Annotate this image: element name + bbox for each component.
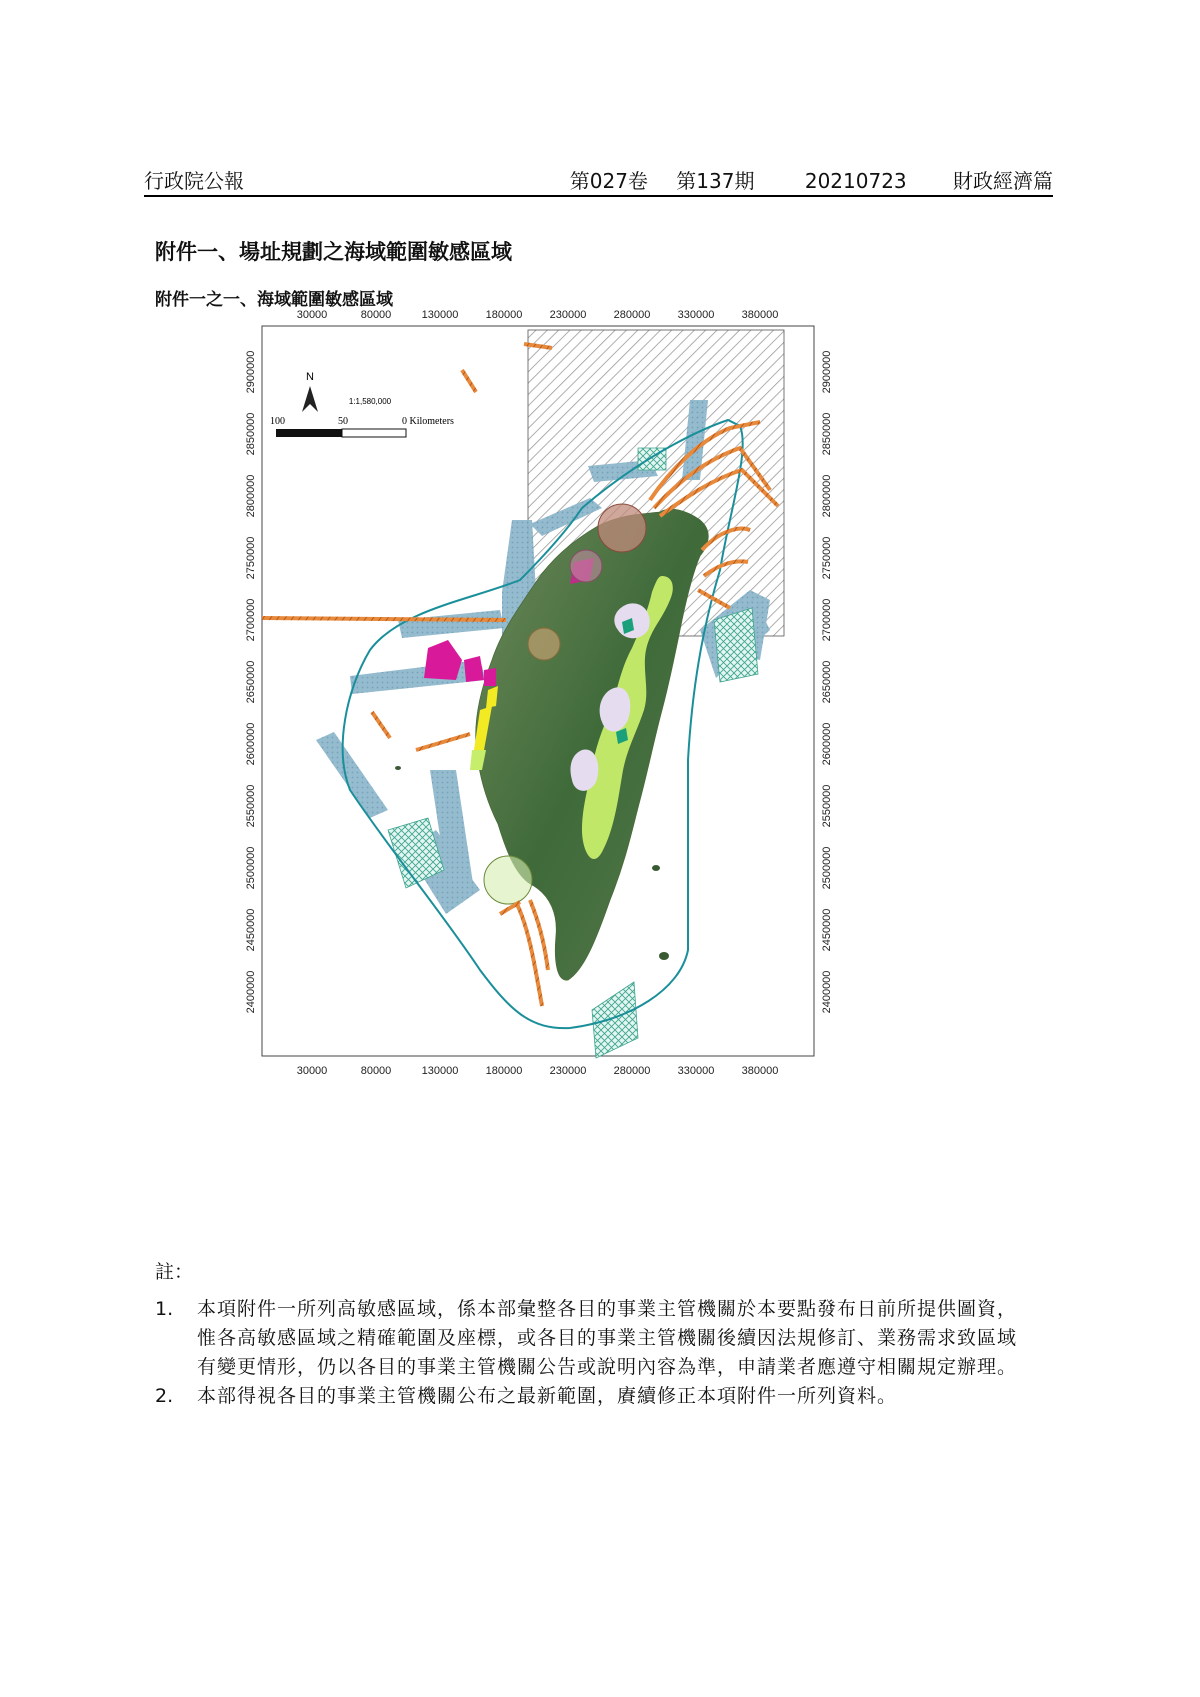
y-tick-left: 2550000 <box>245 784 257 828</box>
island <box>395 766 401 770</box>
page-title: 附件一、場址規劃之海域範圍敏感區域 <box>155 239 512 264</box>
scale-bar-white <box>342 429 406 437</box>
crosshatch-zone <box>714 608 758 682</box>
x-tick-top: 230000 <box>549 309 587 321</box>
y-tick-left: 2700000 <box>245 598 257 642</box>
x-tick-bottom: 80000 <box>360 1065 392 1077</box>
y-tick-right: 2900000 <box>821 350 833 394</box>
y-tick-right: 2750000 <box>821 536 833 580</box>
y-tick-right: 2550000 <box>821 784 833 828</box>
x-tick-bottom: 330000 <box>677 1065 715 1077</box>
x-tick-bottom: 180000 <box>485 1065 523 1077</box>
x-tick-top: 30000 <box>296 309 328 321</box>
y-tick-left: 2750000 <box>245 536 257 580</box>
y-tick-right: 2450000 <box>821 908 833 952</box>
buffer-circle <box>484 856 532 904</box>
x-tick-top: 380000 <box>741 309 779 321</box>
y-tick-right: 2500000 <box>821 846 833 890</box>
restricted-zone-light <box>570 749 598 790</box>
buffer-circle <box>528 628 560 660</box>
y-tick-right: 2850000 <box>821 412 833 456</box>
page-header <box>144 165 1053 197</box>
magenta-zone <box>484 668 496 686</box>
date: 20210723 <box>804 169 907 193</box>
y-tick-right: 2700000 <box>821 598 833 642</box>
x-tick-top: 280000 <box>613 309 651 321</box>
note-text: 本部得視各目的事業主管機關公布之最新範圍，賡續修正本項附件一所列資料。 <box>197 1385 898 1407</box>
map-svg <box>230 309 920 1170</box>
y-tick-left: 2450000 <box>245 908 257 952</box>
issue-info <box>548 165 1053 194</box>
y-tick-left: 2800000 <box>245 474 257 518</box>
buffer-circle <box>570 550 602 582</box>
x-tick-bottom: 280000 <box>613 1065 651 1077</box>
buffer-circle <box>598 504 646 552</box>
x-tick-top: 80000 <box>360 309 392 321</box>
island <box>659 952 669 960</box>
note-number: 1. <box>155 1298 174 1320</box>
y-tick-right: 2650000 <box>821 660 833 704</box>
note-item <box>155 1382 1035 1411</box>
north-label: N <box>306 371 314 383</box>
notes <box>155 1258 1035 1411</box>
x-tick-bottom: 380000 <box>741 1065 779 1077</box>
sensitive-area-map <box>230 309 920 1170</box>
y-tick-left: 2900000 <box>245 350 257 394</box>
volume: 第027卷 <box>569 169 648 193</box>
x-tick-top: 330000 <box>677 309 715 321</box>
y-tick-left: 2650000 <box>245 660 257 704</box>
notes-label: 註： <box>155 1261 194 1283</box>
note-item <box>155 1295 1035 1382</box>
y-tick-right: 2400000 <box>821 970 833 1014</box>
scale-ratio: 1:1,580,000 <box>348 397 392 406</box>
x-tick-top: 180000 <box>485 309 523 321</box>
section: 財政經濟篇 <box>953 169 1053 193</box>
cable-route <box>262 618 506 620</box>
x-tick-top: 130000 <box>421 309 459 321</box>
note-text: 本項附件一所列高敏感區域，係本部彙整各目的事業主管機關於本要點發布日前所提供圖資，惟各高敏感區域之精確範圍及座標，或各目的事業主管機關後續因法規修訂、業務需求致區域有變更情形，仍以各目的事業主管機關公告或說明內容為準，申請業者應遵守相關規定辦理。 <box>197 1298 1018 1378</box>
scale-tick: 100 <box>270 416 285 427</box>
x-tick-bottom: 130000 <box>421 1065 459 1077</box>
y-tick-right: 2800000 <box>821 474 833 518</box>
page-subtitle: 附件一之一、海域範圍敏感區域 <box>155 290 393 310</box>
y-tick-left: 2600000 <box>245 722 257 766</box>
scale-tick: 50 <box>338 416 348 427</box>
note-number: 2. <box>155 1385 174 1407</box>
y-tick-right: 2600000 <box>821 722 833 766</box>
publication-name: 行政院公報 <box>144 169 244 193</box>
island <box>652 865 660 871</box>
issue: 第137期 <box>676 169 755 193</box>
scale-bar-black <box>276 429 342 437</box>
scale-tick: 0 Kilometers <box>402 416 454 427</box>
x-tick-bottom: 30000 <box>296 1065 328 1077</box>
y-tick-left: 2400000 <box>245 970 257 1014</box>
y-tick-left: 2500000 <box>245 846 257 890</box>
x-tick-bottom: 230000 <box>549 1065 587 1077</box>
y-tick-left: 2850000 <box>245 412 257 456</box>
